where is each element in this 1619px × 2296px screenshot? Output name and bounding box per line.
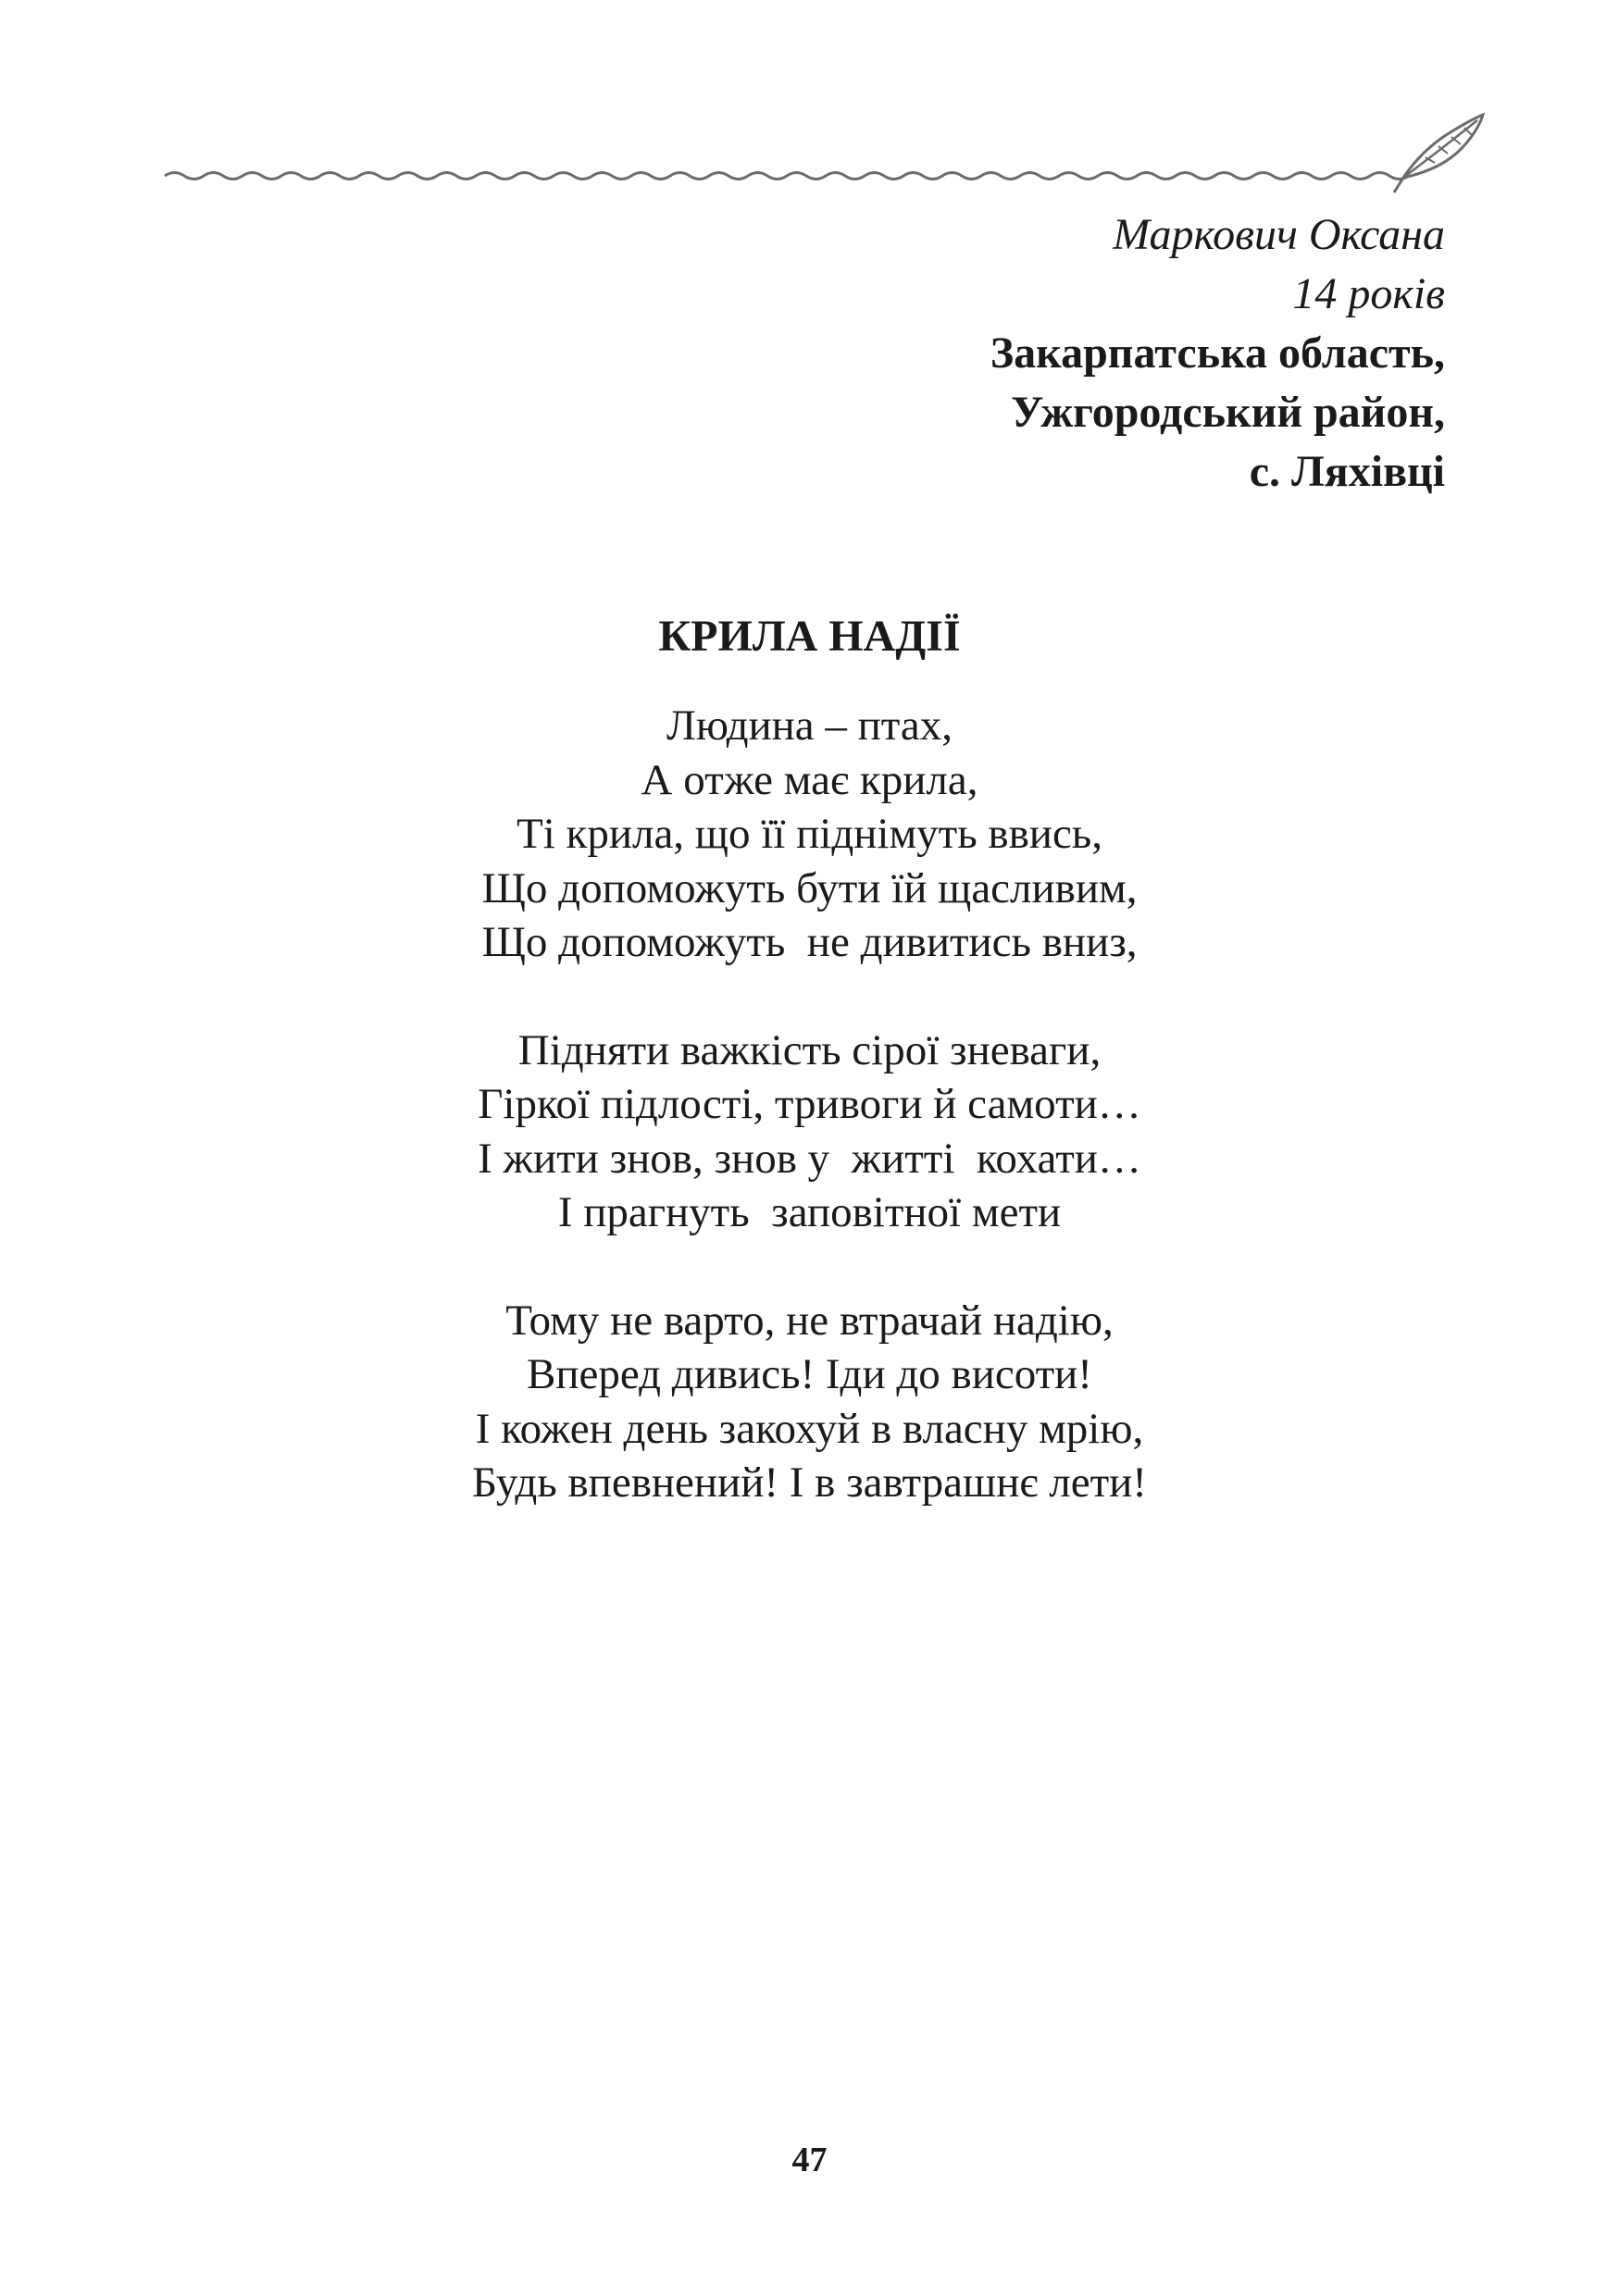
author-village: с. Ляхівці (1249, 447, 1445, 496)
author-district: Ужгородський район, (1011, 388, 1445, 437)
poem-line: Тому не варто, не втрачай надію, (505, 1296, 1114, 1345)
poem-line: Вперед дивись! Іди до висоти! (527, 1350, 1092, 1398)
poem-line: І жити знов, знов у житті кохати… (478, 1134, 1141, 1183)
author-name: Маркович Оксана (1113, 210, 1445, 259)
wavy-divider-line (165, 173, 1409, 180)
poem-line: Будь впевнений! І в завтрашнє лети! (472, 1458, 1147, 1507)
poem-title: КРИЛА НАДІЇ (658, 612, 961, 661)
stanza-1 (0, 699, 1619, 970)
poem-line: І прагнуть заповітної мети (557, 1188, 1062, 1236)
poem-line: Що допоможуть бути їй щасливим, (481, 863, 1138, 912)
stanza-2 (0, 1024, 1619, 1240)
stanza-3 (0, 1294, 1619, 1510)
poem-line: Підняти важкість сірої зневаги, (517, 1025, 1102, 1074)
feather-quill-icon (1394, 115, 1483, 192)
poem-line: А отже має крила, (641, 755, 978, 804)
poem-line: Що допоможуть не дивитись вниз, (481, 918, 1138, 966)
poem-line: І кожен день закохуй в власну мрію, (475, 1404, 1144, 1453)
page-number: 47 (791, 2141, 828, 2179)
author-age: 14 років (1292, 269, 1445, 318)
poem-line: Гіркої підлості, тривоги й самоти… (478, 1080, 1141, 1128)
author-region: Закарпатська область, (990, 329, 1445, 378)
header-ornament (157, 93, 1490, 204)
poem-body (0, 699, 1619, 1564)
author-info (612, 205, 1445, 502)
poem-line: Людина – птах, (666, 701, 953, 750)
poem-line: Ті крила, що її піднімуть ввись, (516, 810, 1102, 858)
